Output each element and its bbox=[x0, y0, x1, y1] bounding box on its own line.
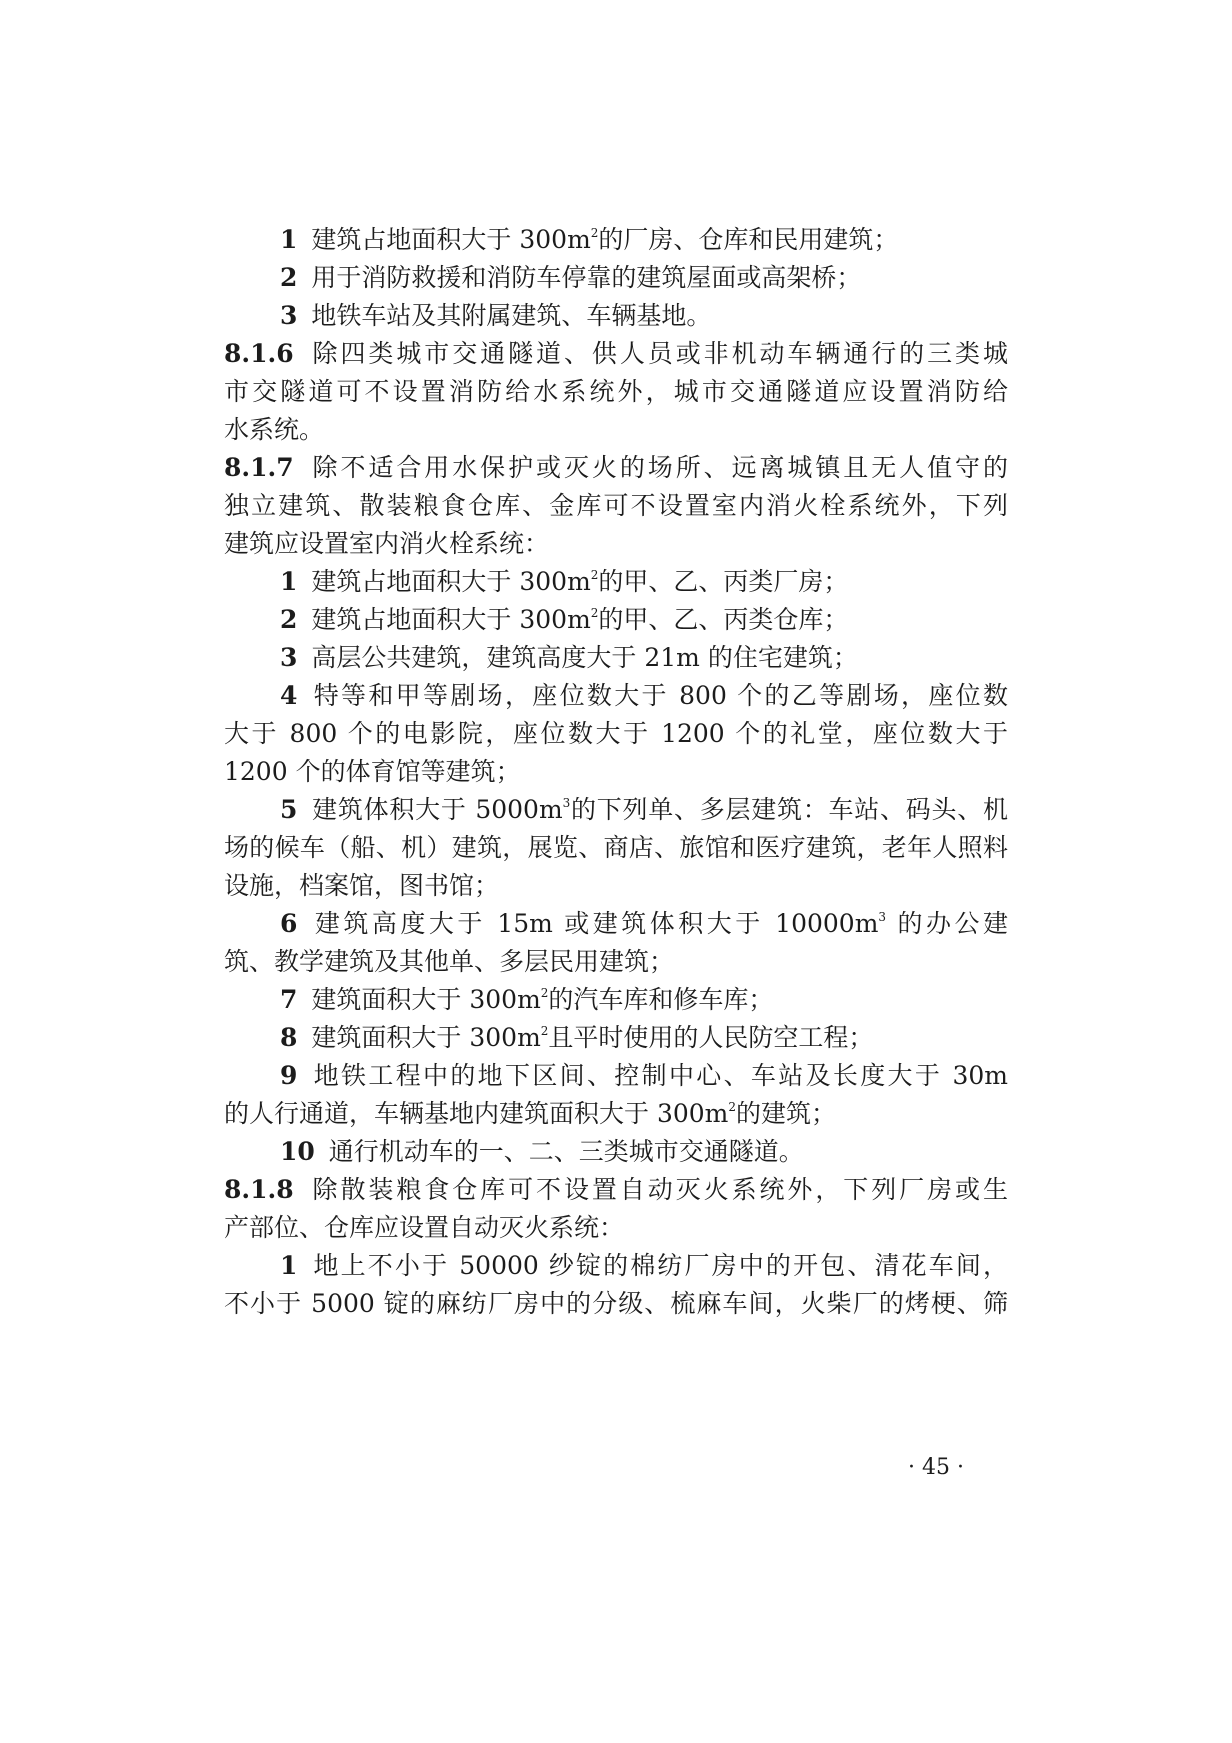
paragraph-line: 水系统。 bbox=[224, 415, 325, 444]
paragraph-line: 建筑应设置室内消火栓系统： bbox=[224, 529, 550, 558]
item-text: 的甲、乙、丙类厂房； bbox=[598, 567, 849, 596]
item-text: 特等和甲等剧场，座位数大于 800 个的乙等剧场，座位数 bbox=[311, 681, 1008, 710]
clause-paragraph bbox=[224, 451, 1008, 485]
item-text: 高层公共建筑，建筑高度大于 21m 的住宅建筑； bbox=[311, 643, 858, 672]
item-number: 1 bbox=[280, 1251, 298, 1280]
item-text: 的建筑； bbox=[736, 1099, 837, 1128]
paragraph-line: 不小于 5000 锭的麻纺厂房中的分级、梳麻车间，火柴厂的烤梗、筛 bbox=[224, 1289, 1008, 1318]
item-text: 建筑面积大于 300m bbox=[311, 985, 541, 1014]
item-text: 用于消防救援和消防车停靠的建筑屋面或高架桥； bbox=[311, 263, 862, 292]
item-number: 4 bbox=[280, 681, 298, 710]
superscript: 3 bbox=[562, 796, 571, 810]
paragraph-line: 大于 800 个的电影院，座位数大于 1200 个的礼堂，座位数大于 bbox=[224, 719, 1008, 748]
paragraph-line: 1200 个的体育馆等建筑； bbox=[224, 757, 521, 786]
list-item bbox=[280, 1021, 1008, 1055]
item-text: 建筑占地面积大于 300m bbox=[311, 225, 591, 254]
item-text: 通行机动车的一、二、三类城市交通隧道。 bbox=[328, 1137, 804, 1166]
list-item bbox=[280, 1249, 1008, 1283]
item-text: 建筑面积大于 300m bbox=[311, 1023, 541, 1052]
clause-number: 8.1.7 bbox=[224, 453, 294, 482]
clause-number: 8.1.6 bbox=[224, 339, 294, 368]
item-text: 地铁工程中的地下区间、控制中心、车站及长度大于 30m bbox=[311, 1061, 1008, 1090]
item-text: 建筑高度大于 15m 或建筑体积大于 10000m bbox=[311, 909, 879, 938]
item-number: 10 bbox=[280, 1137, 315, 1166]
item-text: 的办公建 bbox=[886, 909, 1008, 938]
item-number: 7 bbox=[280, 985, 298, 1014]
clause-text: 除不适合用水保护或灭火的场所、远离城镇且无人值守的 bbox=[309, 453, 1008, 482]
superscript: 2 bbox=[540, 1024, 549, 1038]
list-item bbox=[280, 603, 1008, 637]
item-number: 9 bbox=[280, 1061, 298, 1090]
item-number: 3 bbox=[280, 643, 298, 672]
item-number: 2 bbox=[280, 605, 298, 634]
item-text: 的汽车库和修车库； bbox=[548, 985, 774, 1014]
superscript: 2 bbox=[728, 1100, 737, 1114]
paragraph-line: 市交隧道可不设置消防给水系统外，城市交通隧道应设置消防给 bbox=[224, 377, 1008, 406]
item-number: 5 bbox=[280, 795, 298, 824]
item-number: 8 bbox=[280, 1023, 298, 1052]
list-item bbox=[280, 1135, 1008, 1169]
paragraph-line: 场的候车（船、机）建筑，展览、商店、旅馆和医疗建筑，老年人照料 bbox=[224, 833, 1008, 862]
item-text: 且平时使用的人民防空工程； bbox=[548, 1023, 874, 1052]
list-item bbox=[280, 983, 1008, 1017]
superscript: 2 bbox=[590, 606, 599, 620]
item-text: 建筑占地面积大于 300m bbox=[311, 567, 591, 596]
superscript: 3 bbox=[878, 910, 887, 924]
list-item bbox=[280, 793, 1008, 827]
list-item bbox=[280, 679, 1008, 713]
list-item bbox=[280, 907, 1008, 941]
clause-number: 8.1.8 bbox=[224, 1175, 294, 1204]
clause-text: 除四类城市交通隧道、供人员或非机动车辆通行的三类城 bbox=[309, 339, 1008, 368]
list-item bbox=[280, 641, 1008, 675]
item-text: 地铁车站及其附属建筑、车辆基地。 bbox=[311, 301, 712, 330]
item-text: 地上不小于 50000 纱锭的棉纺厂房中的开包、清花车间， bbox=[311, 1251, 1008, 1280]
list-item bbox=[280, 299, 1008, 333]
item-number: 1 bbox=[280, 567, 298, 596]
item-number: 1 bbox=[280, 225, 298, 254]
item-text: 建筑体积大于 5000m bbox=[311, 795, 563, 824]
item-text: 建筑占地面积大于 300m bbox=[311, 605, 591, 634]
paragraph-line: 产部位、仓库应设置自动灭火系统： bbox=[224, 1213, 625, 1242]
list-item bbox=[280, 1059, 1008, 1093]
item-number: 6 bbox=[280, 909, 298, 938]
paragraph-line: 筑、教学建筑及其他单、多层民用建筑； bbox=[224, 947, 675, 976]
list-item bbox=[280, 565, 1008, 599]
item-text: 的人行通道，车辆基地内建筑面积大于 300m bbox=[224, 1099, 729, 1128]
superscript: 2 bbox=[590, 226, 599, 240]
list-item bbox=[280, 261, 1008, 295]
clause-paragraph bbox=[224, 337, 1008, 371]
clause-text: 除散装粮食仓库可不设置自动灭火系统外，下列厂房或生 bbox=[309, 1175, 1008, 1204]
superscript: 2 bbox=[540, 986, 549, 1000]
item-number: 3 bbox=[280, 301, 298, 330]
item-number: 2 bbox=[280, 263, 298, 292]
item-text: 的甲、乙、丙类仓库； bbox=[598, 605, 849, 634]
paragraph-line: 设施，档案馆，图书馆； bbox=[224, 871, 500, 900]
paragraph-line bbox=[224, 1097, 1008, 1131]
item-text: 的下列单、多层建筑：车站、码头、机 bbox=[570, 795, 1008, 824]
superscript: 2 bbox=[590, 568, 599, 582]
item-text: 的厂房、仓库和民用建筑； bbox=[598, 225, 899, 254]
clause-paragraph bbox=[224, 1173, 1008, 1207]
paragraph-line: 独立建筑、散装粮食仓库、金库可不设置室内消火栓系统外，下列 bbox=[224, 491, 1008, 520]
list-item bbox=[280, 223, 1008, 257]
page-number: · 45 · bbox=[908, 1455, 964, 1480]
